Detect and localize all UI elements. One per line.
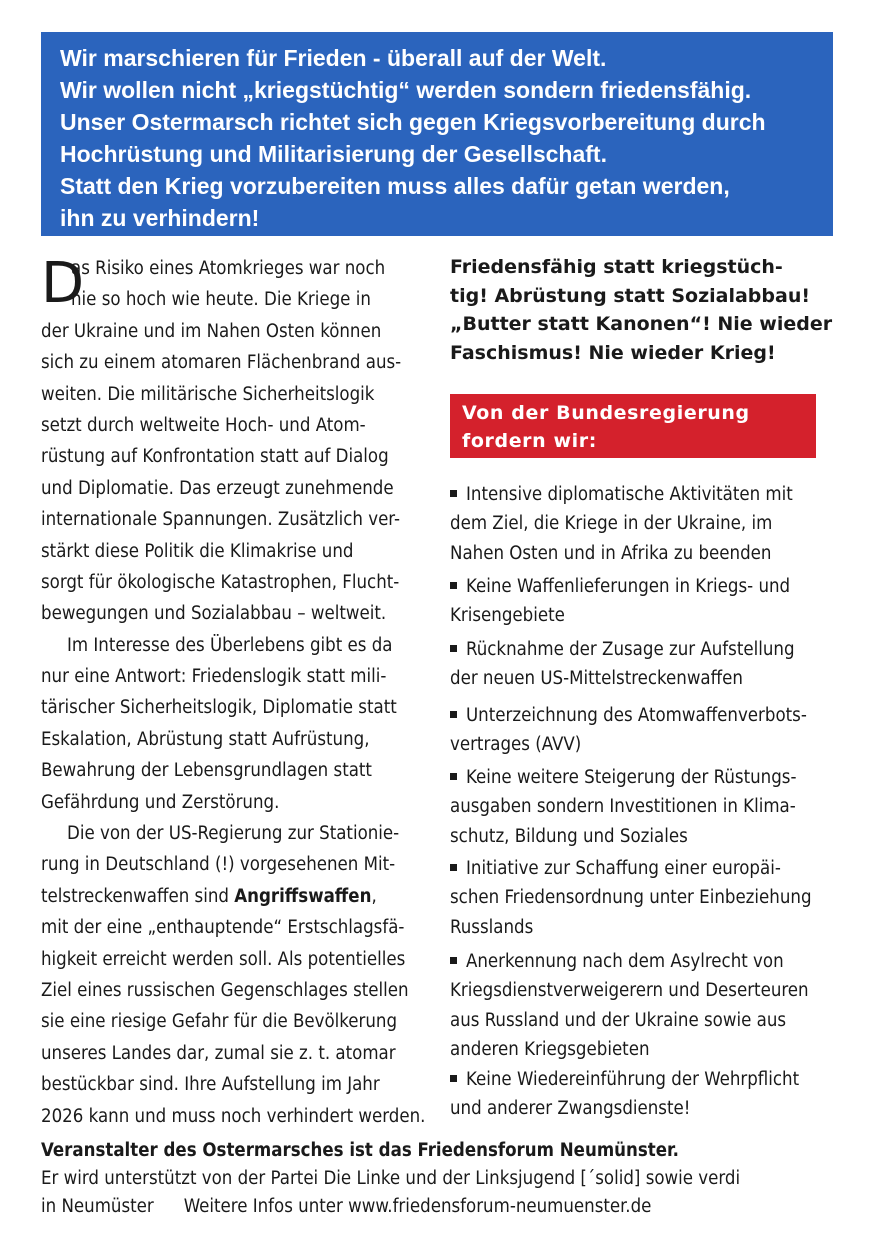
body-line: bestückbar sind. Ihre Aufstellung im Jahr xyxy=(41,1074,380,1096)
bullet-icon xyxy=(450,582,457,589)
body-line: unseres Landes dar, zumal sie z. t. atomar xyxy=(41,1042,396,1064)
headline-banner xyxy=(41,32,833,236)
demand-text: Keine weitere Steigerung der Rüstungs- xyxy=(466,767,797,788)
list-item xyxy=(450,572,850,631)
body-line: nur eine Antwort: Friedenslogik statt mili- xyxy=(41,666,387,688)
demand-line xyxy=(450,701,850,730)
info-link-text: Weitere Infos unter www.friedensforum-neumuenster.de xyxy=(183,1196,652,1217)
bullet-icon xyxy=(450,1075,457,1082)
slogan-line: tig! Abrüstung statt Sozialabbau! xyxy=(450,284,811,307)
demands-header xyxy=(450,394,816,458)
list-item xyxy=(450,763,850,851)
body-line: bewegungen und Sozialabbau – weltweit. xyxy=(41,603,387,625)
body-line: sorgt für ökologische Katastrophen, Flucht- xyxy=(41,571,400,593)
body-line: sie eine riesige Gefahr für die Bevölkerung xyxy=(41,1011,398,1033)
body-line: sich zu einem atomaren Flächenbrand aus- xyxy=(41,352,402,374)
demand-line: und anderer Zwangsdienste! xyxy=(450,1098,691,1120)
demand-text: Intensive diplomatische Aktivitäten mit xyxy=(466,484,793,505)
body-line: und Diplomatie. Das erzeugt zunehmende xyxy=(41,477,394,499)
body-text-column xyxy=(41,253,431,1132)
body-line: stärkt diese Politik die Klimakrise und xyxy=(41,540,354,562)
demand-line: ausgaben sondern Investitionen in Klima- xyxy=(450,796,796,818)
list-item xyxy=(450,635,850,694)
demand-line xyxy=(450,1065,850,1094)
drop-cap: D xyxy=(41,251,85,316)
demand-line xyxy=(450,947,850,976)
slogan-line: Faschismus! Nie wieder Krieg! xyxy=(450,342,776,365)
body-line: weiten. Die militärische Sicherheitslogik xyxy=(41,383,375,405)
demand-text: Anerkennung nach dem Asylrecht von xyxy=(466,951,784,972)
demand-line: schen Friedensordnung unter Einbeziehung xyxy=(450,887,812,909)
body-line: rüstung auf Konfrontation statt auf Dialog xyxy=(41,446,389,468)
banner-line: Unser Ostermarsch richtet sich gegen Kriegsvorbereitung durch xyxy=(60,109,766,135)
demand-line: aus Russland und der Ukraine sowie aus xyxy=(450,1009,787,1031)
emphasis-angriffswaffen: Angriffswaffen xyxy=(234,885,372,907)
demand-line xyxy=(450,763,850,792)
bullet-icon xyxy=(450,957,457,964)
demand-text: Keine Waffenlieferungen in Kriegs- und xyxy=(466,576,791,597)
body-line: setzt durch weltweite Hoch- und Atom- xyxy=(41,414,366,436)
body-line: Bewahrung der Lebensgrundlagen statt xyxy=(41,760,372,782)
list-item xyxy=(450,1065,850,1124)
support-note: Er wird unterstützt von der Partei Die Linke und der Linksjugend [´solid] sowie verdi xyxy=(41,1168,741,1189)
slogan xyxy=(450,253,850,368)
body-line: Die von der US-Regierung zur Stationie- xyxy=(67,823,400,845)
body-line: mit der eine „enthauptende“ Erstschlagsfä- xyxy=(41,917,405,939)
body-line: as Risiko eines Atomkrieges war noch xyxy=(71,258,386,279)
demand-line: anderen Kriegsgebieten xyxy=(450,1038,650,1060)
body-line: higkeit erreicht werden soll. Als potentielles xyxy=(41,948,406,970)
bullet-icon xyxy=(450,864,457,871)
demand-line xyxy=(450,635,850,664)
bullet-icon xyxy=(450,490,457,497)
banner-line: Statt den Krieg vorzubereiten muss alles dafür getan werden, xyxy=(60,173,730,199)
slogan-line: „Butter statt Kanonen“! Nie wieder xyxy=(450,313,833,336)
demand-line: schutz, Bildung und Soziales xyxy=(450,825,688,847)
body-line: 2026 kann und muss noch verhindert werden. xyxy=(41,1105,426,1127)
demand-text: Rücknahme der Zusage zur Aufstellung xyxy=(466,639,795,660)
demand-text: Unterzeichnung des Atomwaffenverbots- xyxy=(466,705,807,726)
demand-line xyxy=(450,480,850,509)
bullet-icon xyxy=(450,645,457,652)
bullet-icon xyxy=(450,773,457,780)
list-item xyxy=(450,854,850,942)
demand-line: der neuen US-Mittelstreckenwaffen xyxy=(450,668,743,690)
list-item xyxy=(450,701,850,760)
footer xyxy=(41,1137,841,1221)
demand-line: Nahen Osten und in Afrika zu beenden xyxy=(450,542,772,564)
demand-line: dem Ziel, die Kriege in der Ukraine, im xyxy=(450,513,773,535)
demand-text: Keine Wiedereinführung der Wehrpflicht xyxy=(466,1069,800,1090)
body-line: der Ukraine und im Nahen Osten können xyxy=(41,320,382,342)
body-line xyxy=(41,881,431,912)
body-line: rung in Deutschland (!) vorgesehenen Mit- xyxy=(41,854,396,876)
banner-line: ihn zu verhindern! xyxy=(60,205,260,231)
demand-text: Initiative zur Schaffung einer europäi- xyxy=(466,858,781,879)
body-line: tärischer Sicherheitslogik, Diplomatie statt xyxy=(41,697,397,719)
body-line-start: telstreckenwaffen sind xyxy=(41,885,235,907)
demands-header-line: Von der Bundesregierung xyxy=(462,402,750,424)
slogan-line: Friedensfähig statt kriegstüch- xyxy=(450,256,783,278)
body-line-end: , xyxy=(371,885,377,907)
demand-line xyxy=(450,854,850,883)
body-line: nie so hoch wie heute. Die Kriege in xyxy=(71,289,371,311)
banner-line: Wir wollen nicht „kriegstüchtig“ werden sondern friedensfähig. xyxy=(60,77,752,103)
body-line: Ziel eines russischen Gegenschlages stellen xyxy=(41,979,409,1001)
demand-line: Russlands xyxy=(450,916,534,938)
demand-line: Kriegsdienstverweigerern und Deserteuren xyxy=(450,980,809,1002)
footer-info-line xyxy=(41,1193,841,1221)
demand-line: Krisengebiete xyxy=(450,605,565,627)
banner-line: Wir marschieren für Frieden - überall auf der Welt. xyxy=(60,45,607,71)
bullet-icon xyxy=(450,711,457,718)
list-item xyxy=(450,947,850,1064)
list-item xyxy=(450,480,850,568)
demand-line xyxy=(450,572,850,601)
city-text: in Neumüster xyxy=(41,1196,154,1217)
body-line: Im Interesse des Überlebens gibt es da xyxy=(67,634,393,656)
organizer-note: Veranstalter des Ostermarsches ist das Friedensforum Neumünster. xyxy=(41,1140,679,1161)
demands-header-line: fordern wir: xyxy=(462,430,597,452)
banner-line: Hochrüstung und Militarisierung der Gesellschaft. xyxy=(60,141,607,167)
body-line: Eskalation, Abrüstung statt Aufrüstung, xyxy=(41,728,370,750)
body-line: internationale Spannungen. Zusätzlich ver- xyxy=(41,509,400,531)
body-line: Gefährdung und Zerstörung. xyxy=(41,791,280,813)
demand-line: vertrages (AVV) xyxy=(450,734,582,756)
